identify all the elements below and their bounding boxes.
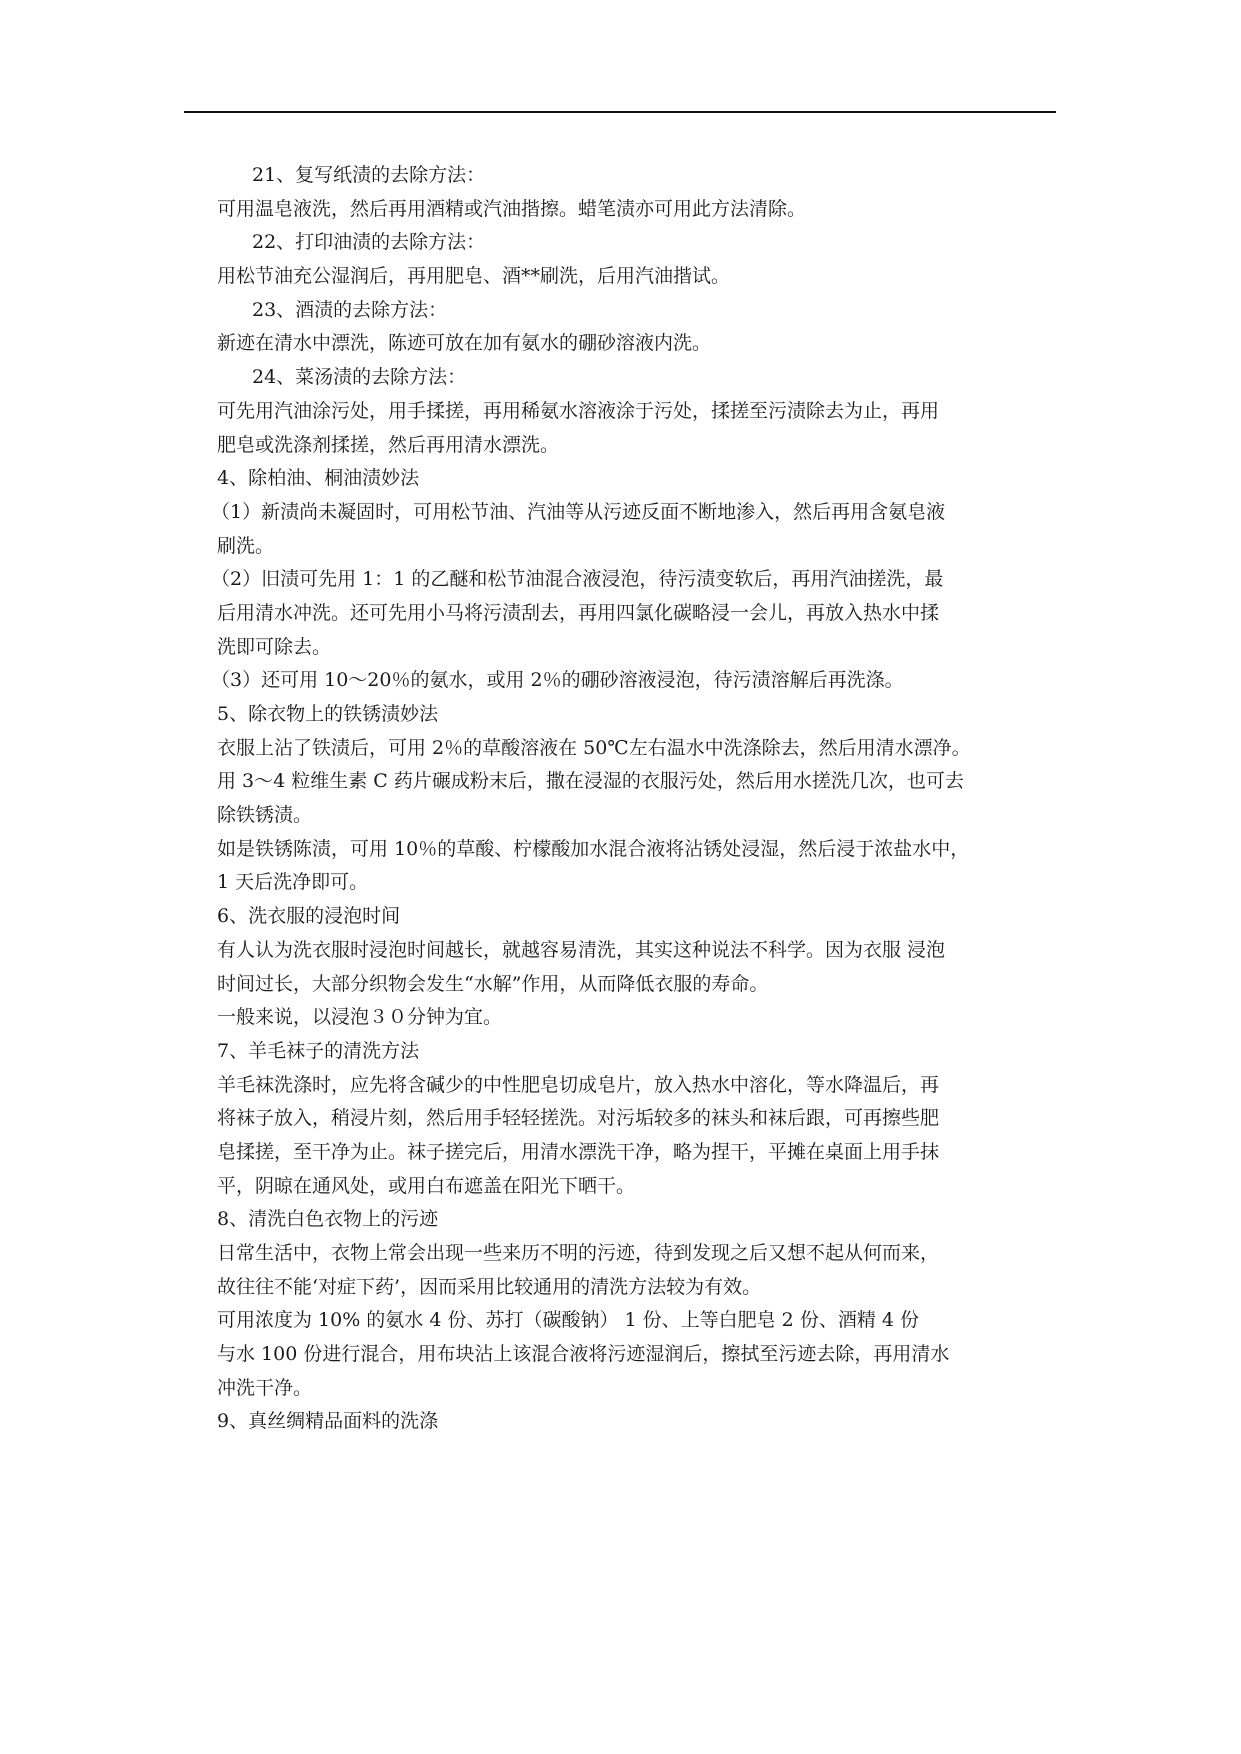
document-body [211, 159, 1053, 1439]
paragraph-line: 羊毛袜洗涤时，应先将含碱少的中性肥皂切成皂片，放入热水中溶化，等水降温后，再 [217, 1073, 940, 1096]
paragraph-line: 可先用汽油涂污处，用手揉搓，再用稀氨水溶液涂于污处，揉搓至污渍除去为止，再用 [217, 399, 940, 422]
paragraph-line: 有人认为洗衣服时浸泡时间越长，就越容易清洗，其实这种说法不科学。因为衣服 浸泡 [217, 938, 946, 961]
paragraph-line: 用松节油充公湿润后，再用肥皂、酒**刷洗，后用汽油揩试。 [217, 265, 731, 288]
paragraph-line: （3）还可用 10～20％的氨水，或用 2％的硼砂溶液浸泡，待污渍溶解后再洗涤。 [211, 669, 904, 692]
section-heading: 5、除衣物上的铁锈渍妙法 [217, 703, 439, 725]
section-heading: 6、洗衣服的浸泡时间 [217, 905, 401, 928]
section-heading: 4、除柏油、桐油渍妙法 [217, 467, 420, 490]
paragraph-line: 1 天后洗净即可。 [217, 871, 369, 894]
paragraph-line: （1）新渍尚未凝固时，可用松节油、汽油等从污迹反面不断地渗入，然后再用含氨皂液 [211, 500, 946, 523]
paragraph-line: 后用清水冲洗。还可先用小马将污渍刮去，再用四氯化碳略浸一会儿，再放入热水中揉 [217, 601, 940, 624]
section-heading: 24、菜汤渍的去除方法： [252, 366, 467, 389]
paragraph-line: 日常生活中，衣物上常会出现一些来历不明的污迹，待到发现之后又想不起从何而来， [217, 1242, 940, 1264]
paragraph-line: 肥皂或洗涤剂揉搓，然后再用清水漂洗。 [217, 433, 560, 456]
paragraph-line: 皂揉搓，至干净为止。袜子搓完后，用清水漂洗干净，略为捏干，平摊在桌面上用手抹 [217, 1140, 940, 1163]
section-heading: 8、清洗白色衣物上的污迹 [217, 1208, 439, 1231]
header-rule [184, 111, 1056, 113]
paragraph-line: 一般来说，以浸泡３０分钟为宜。 [217, 1006, 503, 1029]
section-heading: 23、酒渍的去除方法： [252, 298, 448, 321]
paragraph-line: 洗即可除去。 [217, 635, 332, 658]
paragraph-line: 除铁锈渍。 [217, 804, 313, 827]
section-heading: 22、打印油渍的去除方法： [252, 231, 486, 254]
section-heading: 7、羊毛袜子的清洗方法 [217, 1039, 420, 1062]
section-heading: 21、复写纸渍的去除方法： [252, 164, 486, 186]
paragraph-line: 冲洗干净。 [217, 1376, 313, 1399]
paragraph-line: 将袜子放入，稍浸片刻，然后用手轻轻搓洗。对污垢较多的袜头和袜后跟，可再擦些肥 [217, 1107, 940, 1130]
paragraph-line: 故往往不能‘对症下药’，因而采用比较通用的清洗方法较为有效。 [217, 1275, 762, 1298]
paragraph-line: 可用浓度为 10% 的氨水 4 份、苏打（碳酸钠） 1 份、上等白肥皂 2 份、酒精 4 份 [217, 1309, 919, 1332]
paragraph-line: 时间过长，大部分织物会发生“水解”作用，从而降低衣服的寿命。 [217, 972, 769, 995]
paragraph-line: 平，阴晾在通风处，或用白布遮盖在阳光下晒干。 [217, 1174, 636, 1197]
paragraph-line: 与水 100 份进行混合，用布块沾上该混合液将污迹湿润后，擦拭至污迹去除，再用清水 [217, 1343, 950, 1366]
paragraph-line: 如是铁锈陈渍，可用 10％的草酸、柠檬酸加水混合液将沾锈处浸湿，然后浸于浓盐水中， [217, 837, 970, 860]
paragraph-line: 刷洗。 [217, 534, 275, 557]
paragraph-line: 新迹在清水中漂洗，陈迹可放在加有氨水的硼砂溶液内洗。 [217, 332, 712, 355]
section-heading: 9、真丝绸精品面料的洗涤 [217, 1410, 439, 1433]
paragraph-line: 可用温皂液洗，然后再用酒精或汽油揩擦。蜡笔渍亦可用此方法清除。 [217, 197, 807, 220]
paragraph-line: 衣服上沾了铁渍后，可用 2％的草酸溶液在 50℃左右温水中洗涤除去，然后用清水漂净。 [217, 736, 971, 759]
paragraph-line: （2）旧渍可先用 1：1 的乙醚和松节油混合液浸泡，待污渍变软后，再用汽油搓洗，最 [211, 568, 944, 591]
paragraph-line: 用 3～4 粒维生素 C 药片碾成粉末后，撒在浸湿的衣服污处，然后用水搓洗几次，也可去 [217, 770, 964, 793]
